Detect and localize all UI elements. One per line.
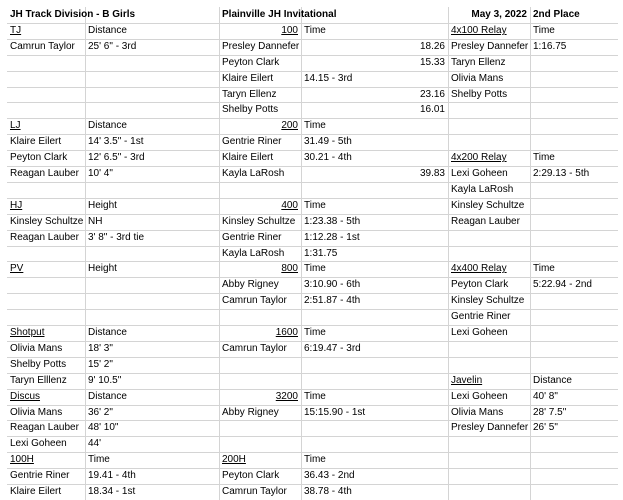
event-header-cell[interactable]: Time bbox=[533, 152, 555, 163]
table-cell[interactable]: Presley Dannefer bbox=[222, 41, 300, 52]
table-cell[interactable]: 18.26 bbox=[419, 41, 445, 52]
table-cell[interactable]: 6:19.47 - 3rd bbox=[304, 343, 361, 354]
table-cell[interactable]: 3:10.90 - 6th bbox=[304, 279, 361, 290]
event-header-cell[interactable]: Distance bbox=[88, 25, 127, 36]
event-header-cell[interactable]: Height bbox=[88, 200, 117, 211]
table-cell[interactable]: Kinsley Schultze bbox=[451, 295, 525, 306]
event-header-cell[interactable]: Time bbox=[304, 454, 326, 465]
table-cell[interactable]: Shelby Potts bbox=[10, 359, 67, 370]
table-cell[interactable]: 1:12.28 - 1st bbox=[304, 232, 360, 243]
event-header-cell[interactable]: HJ bbox=[10, 200, 23, 211]
event-header-cell[interactable]: Time bbox=[533, 25, 555, 36]
table-cell[interactable]: 31.49 - 5th bbox=[304, 136, 352, 147]
event-header-cell[interactable]: Time bbox=[304, 200, 326, 211]
event-header-cell[interactable]: Time bbox=[304, 327, 326, 338]
table-cell[interactable]: 30.21 - 4th bbox=[304, 152, 352, 163]
table-cell[interactable]: Olivia Mans bbox=[10, 343, 63, 354]
table-cell[interactable]: 36.43 - 2nd bbox=[304, 470, 355, 481]
table-cell[interactable]: 18.34 - 1st bbox=[88, 486, 136, 497]
table-cell[interactable]: 1:16.75 bbox=[533, 41, 567, 52]
event-header-cell[interactable]: Javelin bbox=[451, 375, 483, 386]
event-header-cell[interactable]: TJ bbox=[10, 25, 22, 36]
table-cell[interactable]: Camrun Taylor bbox=[222, 343, 287, 354]
table-cell[interactable]: Abby Rigney bbox=[222, 407, 279, 418]
table-cell[interactable]: Peyton Clark bbox=[451, 279, 509, 290]
table-cell[interactable]: 9' 10.5" bbox=[88, 375, 122, 386]
table-cell[interactable]: 25' 6" - 3rd bbox=[88, 41, 137, 52]
event-header-cell[interactable]: Shotput bbox=[10, 327, 45, 338]
table-cell[interactable]: Kayla LaRosh bbox=[451, 184, 514, 195]
event-header-cell[interactable]: 100 bbox=[281, 25, 298, 36]
table-cell[interactable]: 40' 8" bbox=[533, 391, 558, 402]
table-cell[interactable]: Taryn Ellenz bbox=[222, 89, 277, 100]
event-header-cell[interactable]: 1600 bbox=[275, 327, 298, 338]
table-cell[interactable]: 39.83 bbox=[419, 168, 445, 179]
table-cell[interactable]: Kinsley Schultze bbox=[222, 216, 296, 227]
table-cell[interactable]: Camrun Taylor bbox=[222, 486, 287, 497]
event-header-cell[interactable]: Time bbox=[304, 391, 326, 402]
table-cell[interactable]: NH bbox=[88, 216, 103, 227]
event-header-cell[interactable]: LJ bbox=[10, 120, 21, 131]
table-cell[interactable]: 15' 2" bbox=[88, 359, 113, 370]
table-cell[interactable]: 12' 6.5" - 3rd bbox=[88, 152, 145, 163]
table-cell[interactable]: Gentrie Riner bbox=[222, 136, 282, 147]
table-cell[interactable]: Kayla LaRosh bbox=[222, 168, 285, 179]
table-cell[interactable]: Reagan Lauber bbox=[10, 232, 79, 243]
event-header-cell[interactable]: 100H bbox=[10, 454, 34, 465]
table-cell[interactable]: 38.78 - 4th bbox=[304, 486, 352, 497]
table-cell[interactable]: 44' bbox=[88, 438, 102, 449]
table-cell[interactable]: 3' 8" - 3rd tie bbox=[88, 232, 145, 243]
table-cell[interactable]: Lexi Goheen bbox=[451, 391, 508, 402]
event-header-cell[interactable]: 200H bbox=[222, 454, 246, 465]
table-cell[interactable]: Gentrie Riner bbox=[451, 311, 511, 322]
event-header-cell[interactable]: Distance bbox=[533, 375, 572, 386]
table-cell[interactable]: Reagan Lauber bbox=[10, 168, 79, 179]
table-cell[interactable]: Shelby Potts bbox=[451, 89, 508, 100]
table-cell[interactable]: 1:31.75 bbox=[304, 248, 338, 259]
event-header-cell[interactable]: Time bbox=[304, 263, 326, 274]
table-cell[interactable]: Abby Rigney bbox=[222, 279, 279, 290]
table-cell[interactable]: Peyton Clark bbox=[222, 57, 280, 68]
table-cell[interactable]: 26' 5" bbox=[533, 422, 558, 433]
table-cell[interactable]: Shelby Potts bbox=[222, 104, 279, 115]
table-cell[interactable]: 5:22.94 - 2nd bbox=[533, 279, 592, 290]
table-cell[interactable]: 16.01 bbox=[419, 104, 445, 115]
event-header-cell[interactable]: Time bbox=[533, 263, 555, 274]
table-cell[interactable]: Olivia Mans bbox=[451, 407, 504, 418]
event-header-cell[interactable]: 3200 bbox=[275, 391, 298, 402]
table-cell[interactable]: 28' 7.5" bbox=[533, 407, 567, 418]
table-cell[interactable]: Kinsley Schultze bbox=[451, 200, 525, 211]
table-cell[interactable]: 18' 3" bbox=[88, 343, 113, 354]
table-cell[interactable]: 10' 4" bbox=[88, 168, 113, 179]
table-cell[interactable]: Reagan Lauber bbox=[10, 422, 79, 433]
table-cell[interactable]: Klaire Eilert bbox=[222, 73, 274, 84]
table-cell[interactable]: 36' 2" bbox=[88, 407, 113, 418]
event-header-cell[interactable]: Time bbox=[304, 25, 326, 36]
event-header-cell[interactable]: Height bbox=[88, 263, 117, 274]
event-header-cell[interactable]: 400 bbox=[281, 200, 298, 211]
table-cell[interactable]: 19.41 - 4th bbox=[88, 470, 136, 481]
table-cell[interactable]: 14.15 - 3rd bbox=[304, 73, 353, 84]
spreadsheet-grid bbox=[7, 7, 618, 500]
table-cell[interactable]: 15:15.90 - 1st bbox=[304, 407, 366, 418]
table-cell[interactable]: Camrun Taylor bbox=[222, 295, 287, 306]
table-cell[interactable]: Peyton Clark bbox=[222, 470, 280, 481]
table-cell[interactable]: Reagan Lauber bbox=[451, 216, 520, 227]
event-header-cell[interactable]: 4x200 Relay bbox=[451, 152, 507, 163]
table-cell[interactable]: Gentrie Riner bbox=[10, 470, 70, 481]
table-cell[interactable]: Klaire Eilert bbox=[10, 486, 62, 497]
event-header-cell[interactable]: Time bbox=[304, 120, 326, 131]
table-cell[interactable]: 15.33 bbox=[419, 57, 445, 68]
table-cell[interactable]: 1:23.38 - 5th bbox=[304, 216, 361, 227]
event-header-cell[interactable]: 200 bbox=[281, 120, 298, 131]
event-header-cell[interactable]: 4x400 Relay bbox=[451, 263, 507, 274]
table-cell[interactable]: 23.16 bbox=[419, 89, 445, 100]
table-cell[interactable]: Klaire Eilert bbox=[10, 136, 62, 147]
event-header-cell[interactable]: 4x100 Relay bbox=[451, 25, 507, 36]
table-cell[interactable]: Taryn Ellenz bbox=[451, 57, 506, 68]
header-cell[interactable]: Plainville JH Invitational bbox=[222, 9, 337, 20]
table-cell[interactable]: 14' 3.5" - 1st bbox=[88, 136, 144, 147]
table-cell[interactable]: Gentrie Riner bbox=[222, 232, 282, 243]
table-cell[interactable]: Olivia Mans bbox=[10, 407, 63, 418]
table-cell[interactable]: Kayla LaRosh bbox=[222, 248, 285, 259]
event-header-cell[interactable]: Distance bbox=[88, 120, 127, 131]
table-cell[interactable]: Kinsley Schultze bbox=[10, 216, 84, 227]
table-cell[interactable]: Lexi Goheen bbox=[10, 438, 67, 449]
table-cell[interactable]: 2:29.13 - 5th bbox=[533, 168, 590, 179]
event-header-cell[interactable]: PV bbox=[10, 263, 24, 274]
header-cell[interactable]: 2nd Place bbox=[533, 9, 580, 20]
table-cell[interactable]: Presley Dannefer bbox=[451, 422, 529, 433]
table-cell[interactable]: Olivia Mans bbox=[451, 73, 504, 84]
table-cell[interactable]: 2:51.87 - 4th bbox=[304, 295, 361, 306]
table-cell[interactable]: Lexi Goheen bbox=[451, 327, 508, 338]
table-cell[interactable]: Peyton Clark bbox=[10, 152, 68, 163]
header-cell[interactable]: JH Track Division - B Girls bbox=[10, 9, 136, 20]
event-header-cell[interactable]: Distance bbox=[88, 327, 127, 338]
event-header-cell[interactable]: Discus bbox=[10, 391, 41, 402]
table-cell[interactable]: Presley Dannefer bbox=[451, 41, 529, 52]
event-header-cell[interactable]: Time bbox=[88, 454, 110, 465]
event-header-cell[interactable]: Distance bbox=[88, 391, 127, 402]
table-cell[interactable]: 48' 10" bbox=[88, 422, 119, 433]
table-cell[interactable]: Lexi Goheen bbox=[451, 168, 508, 179]
event-header-cell[interactable]: 800 bbox=[281, 263, 298, 274]
table-cell[interactable]: Camrun Taylor bbox=[10, 41, 75, 52]
table-cell[interactable]: Taryn Elllenz bbox=[10, 375, 67, 386]
table-cell[interactable]: Klaire Eilert bbox=[222, 152, 274, 163]
header-cell[interactable]: May 3, 2022 bbox=[471, 9, 527, 20]
